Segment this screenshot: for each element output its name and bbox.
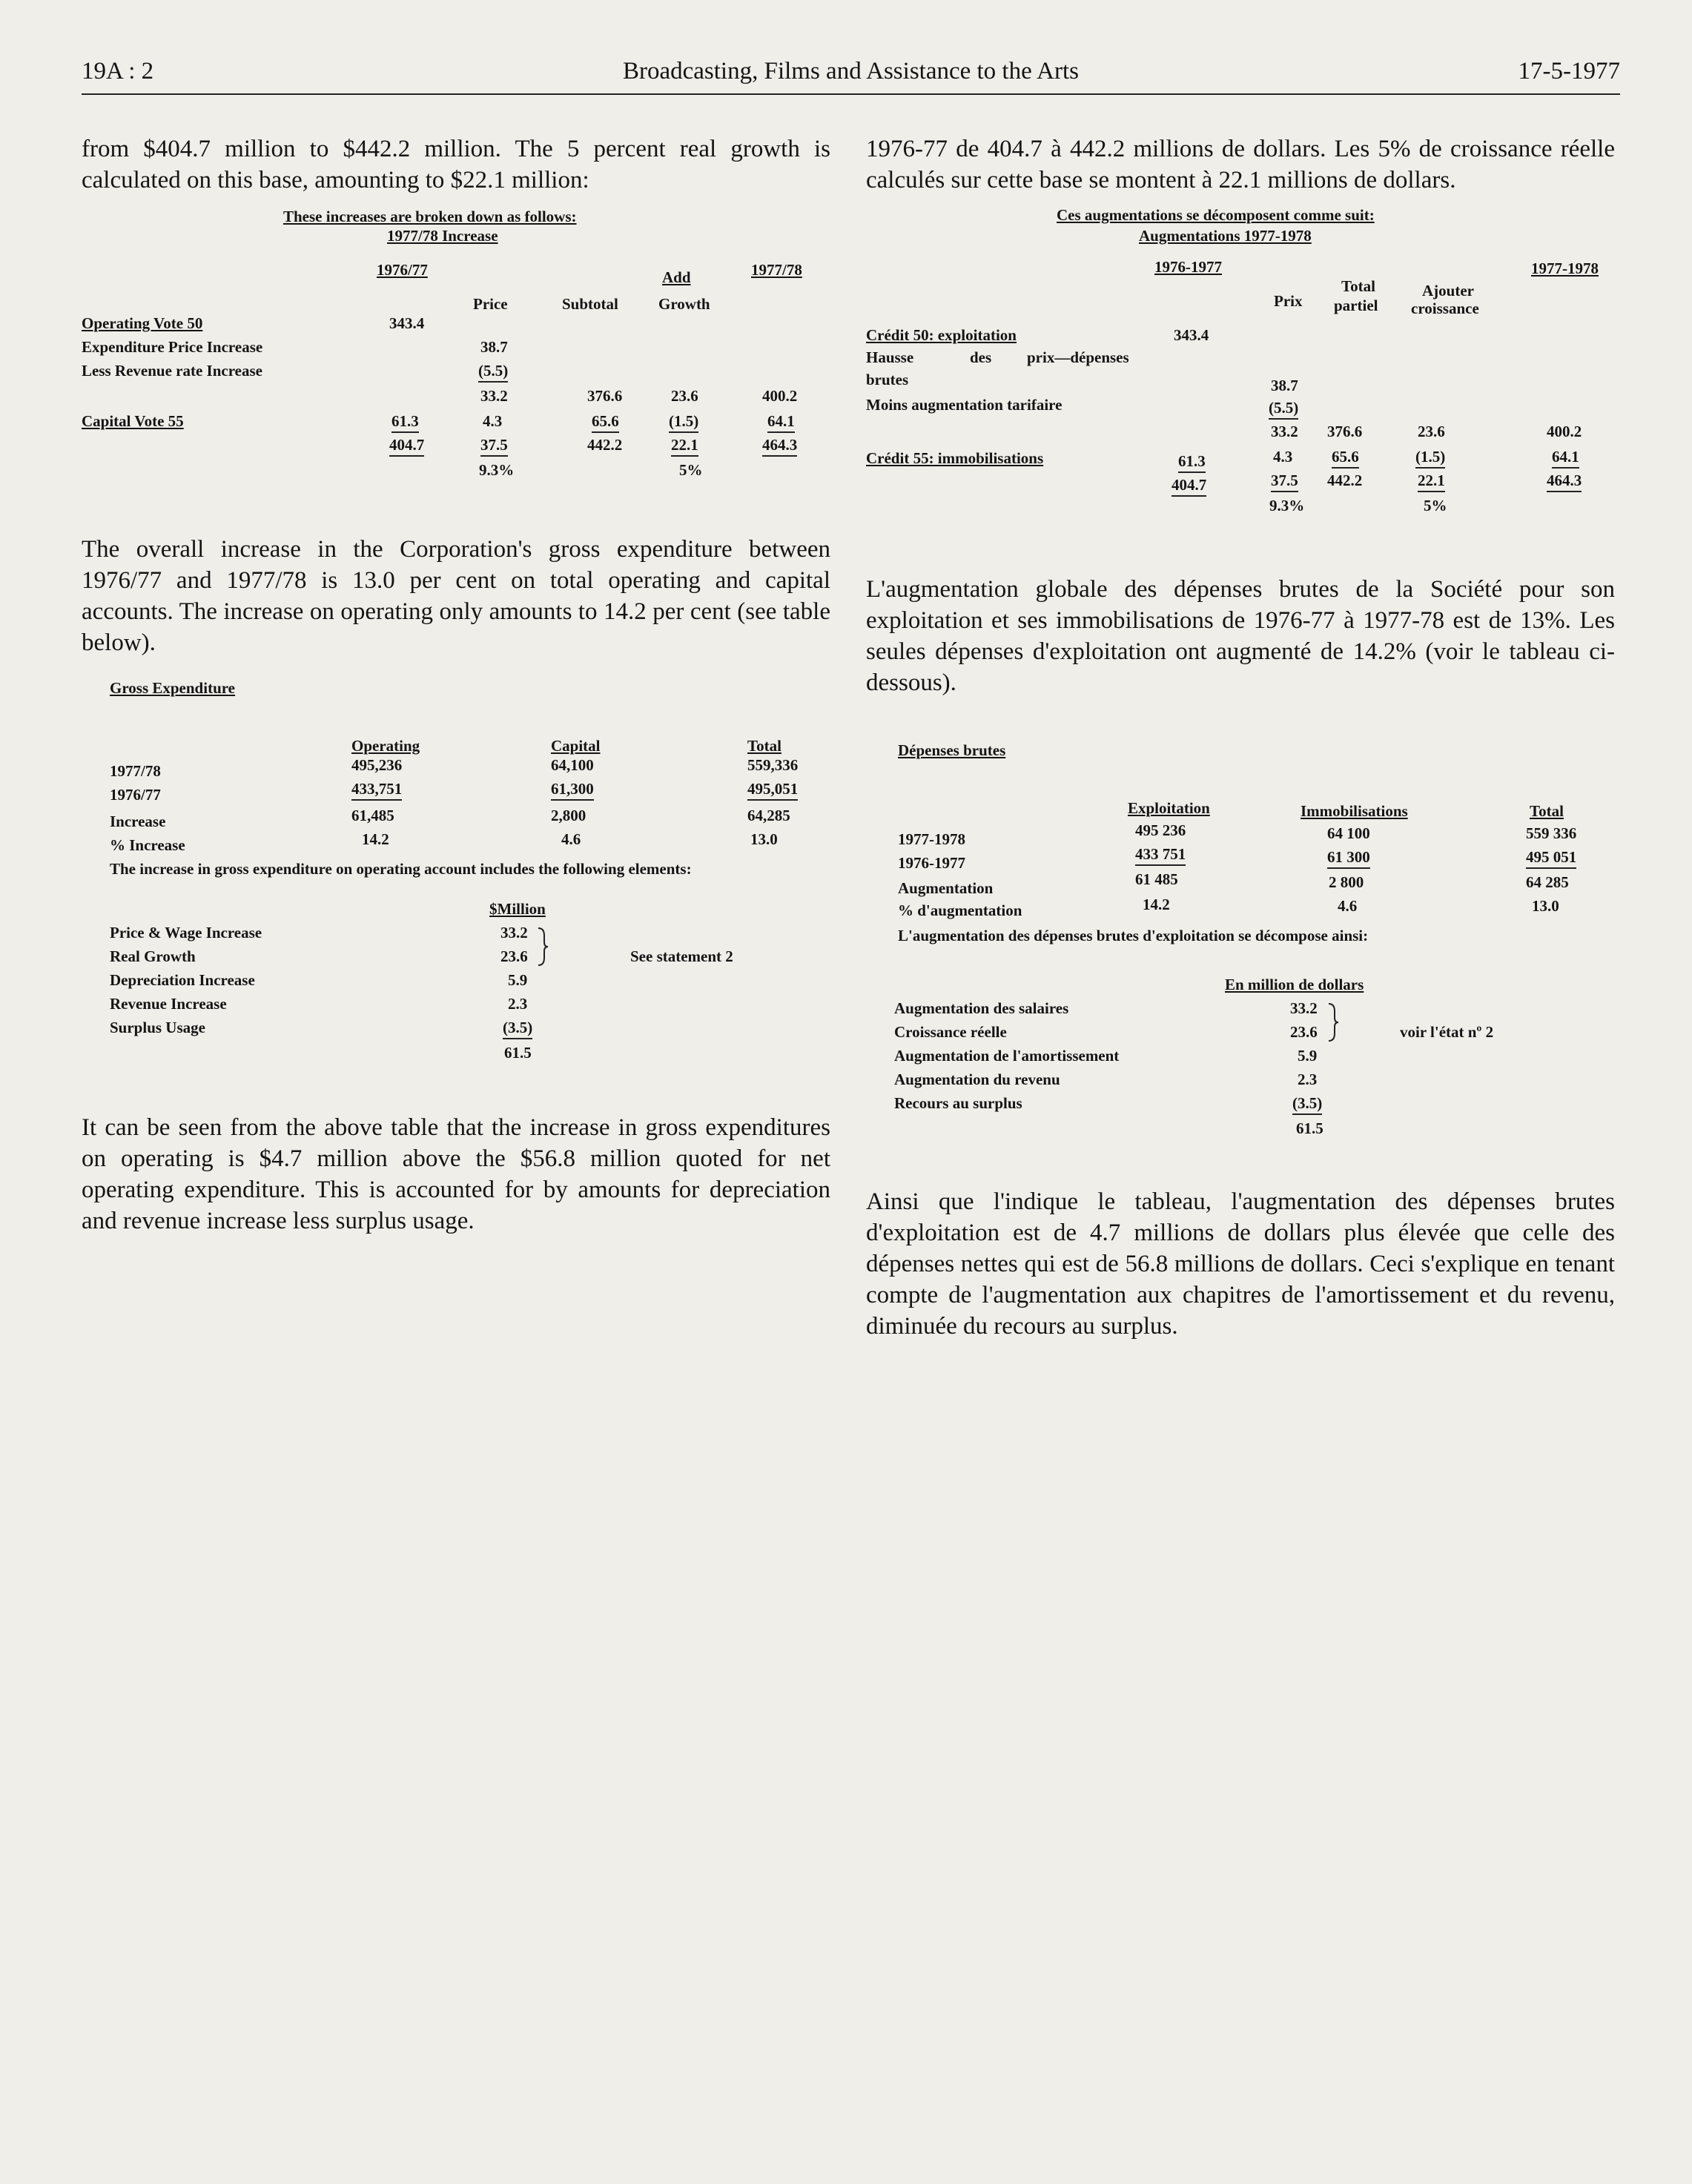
cell-value: 64 100 [1327, 824, 1370, 842]
running-title: Broadcasting, Films and Assistance to the Arts [622, 58, 1080, 85]
cell-value: 442.2 [587, 436, 623, 454]
row-label-capital: Capital Vote 55 [82, 412, 184, 430]
row-label-operating: Crédit 50: exploitation [866, 326, 1017, 344]
cell-value: 65.6 [592, 412, 619, 433]
row-label: % d'augmentation [898, 901, 1022, 919]
span-label: Augmentations 1977-1978 [1139, 227, 1312, 245]
cell-value: 61.3 [1178, 452, 1206, 473]
row-label: Augmentation [898, 879, 994, 897]
cell-value: 61 300 [1327, 848, 1370, 869]
table-caption: Ces augmentations se décomposent comme suit: [1057, 206, 1375, 224]
overall-increase-paragraph: L'augmentation globale des dépenses brutes de la Société pour son exploitation et ses immobilisations de 1976-77 à 1977-78 est de 13%. Les seules dépenses d'exploitation ont augmenté de 14.2% (voir le tableau ci-dessous). [866, 576, 1615, 696]
cell-value: 559 336 [1526, 824, 1577, 842]
cell-value: 61,485 [351, 807, 394, 824]
cell-value: 22.1 [671, 436, 698, 457]
row-label: Revenue Increase [110, 995, 227, 1013]
row-label: Increase [110, 813, 166, 830]
cell-value: 64.1 [1552, 448, 1579, 469]
row-label: Real Growth [110, 947, 196, 965]
col-header-growth-2: Growth [658, 295, 710, 313]
col-header-subtotal-1: Total [1341, 277, 1375, 295]
french-column [866, 133, 1615, 1342]
cell-value: 4.3 [1273, 448, 1293, 466]
cell-value: 9.3% [1269, 497, 1305, 514]
operating-elements-table [82, 900, 830, 1100]
brace-icon [1327, 1002, 1339, 1042]
cell-value: 64.1 [767, 412, 795, 433]
operating-elements-table [866, 976, 1615, 1176]
closing-paragraph: Ainsi que l'indique le tableau, l'augmentation des dépenses brutes d'exploitation est de 4.7 millions de dollars plus élevée que celle des dépenses nettes qui est de 56.8 millions de dollars. Ceci s'explique en tenant compte de l'augmentation aux chapitres de l'amortissement et du revenu, diminuée du recours au surplus. [866, 1188, 1615, 1340]
col-header-year2: 1977/78 [751, 261, 802, 279]
row-label: Augmentation du revenu [894, 1071, 1060, 1088]
cell-value: 2.3 [508, 995, 528, 1013]
row-label-price-increase: Expenditure Price Increase [82, 338, 263, 356]
row-label: Augmentation de l'amortissement [894, 1047, 1120, 1065]
cell-value: 495 236 [1135, 821, 1186, 839]
cell-value: 14.2 [362, 830, 389, 848]
cell-value: 33.2 [1271, 423, 1298, 440]
row-label-price-a: Hausse [866, 348, 914, 366]
row-label: Surplus Usage [110, 1019, 205, 1036]
col-header-growth-1: Add [662, 268, 691, 286]
cell-value: 404.7 [389, 436, 424, 457]
cell-value: 559,336 [747, 756, 799, 774]
cell-value: 5.9 [508, 971, 528, 989]
row-label: 1977/78 [110, 762, 161, 780]
cell-value: 23.6 [1290, 1023, 1318, 1041]
row-label: 1976/77 [110, 786, 161, 804]
cell-value: (1.5) [669, 412, 698, 433]
row-label-revenue-rate: Less Revenue rate Increase [82, 362, 262, 380]
cell-value: 464.3 [762, 436, 797, 457]
col-header-growth-2: croissance [1411, 300, 1479, 317]
cell-value: 38.7 [1271, 377, 1298, 394]
brace-note: voir l'état nº 2 [1400, 1023, 1494, 1041]
row-label: 1976-1977 [898, 854, 965, 872]
overall-increase-paragraph: The overall increase in the Corporation's gross expenditure between 1976/77 and 1977/78 is 13.0 per cent on total operating and capital accounts. The increase on operating only amounts to 14.2 per cent (see table below). [82, 536, 830, 656]
increase-breakdown-table [866, 206, 1615, 574]
col-header-subtotal: Subtotal [562, 295, 618, 313]
col-header-total: Total [1530, 802, 1564, 820]
col-header-million: $Million [489, 900, 546, 918]
cell-value: 495,236 [351, 756, 403, 774]
cell-value: 400.2 [762, 387, 798, 405]
col-header-operating: Operating [351, 737, 420, 755]
cell-value: 343.4 [1174, 326, 1209, 344]
page-header [82, 55, 1620, 95]
cell-value: 404.7 [1171, 476, 1206, 497]
table-note: L'augmentation des dépenses brutes d'exploitation se décompose ainsi: [898, 927, 1369, 944]
cell-value: 23.6 [500, 947, 528, 965]
cell-value: 14.2 [1143, 896, 1170, 913]
col-header-year1: 1976/77 [377, 261, 428, 279]
cell-value: 37.5 [1271, 471, 1298, 492]
cell-value: 64,285 [747, 807, 790, 824]
table-caption: These increases are broken down as follows: [283, 208, 577, 225]
cell-value: 9.3% [479, 461, 515, 479]
cell-value: 442.2 [1327, 471, 1363, 489]
row-label: Recours au surplus [894, 1094, 1022, 1112]
col-header-growth-1: Ajouter [1422, 282, 1474, 300]
cell-value: (3.5) [1292, 1094, 1322, 1115]
cell-value: 61.3 [391, 412, 419, 433]
cell-value: 33.2 [1290, 999, 1318, 1017]
row-label-revenue-rate: Moins augmentation tarifaire [866, 396, 1063, 414]
cell-value: 433,751 [351, 780, 402, 801]
cell-value: 23.6 [1418, 423, 1445, 440]
row-label-price-d: brutes [866, 371, 909, 388]
cell-value: 343.4 [389, 314, 425, 332]
col-header-capital: Capital [551, 737, 601, 755]
closing-paragraph: It can be seen from the above table that the increase in gross expenditures on operating is $4.7 million above the $56.8 million quoted for net operating expenditure. This is accounted for by amounts for depreciation and revenue increase less surplus usage. [82, 1114, 830, 1234]
row-label: Croissance réelle [894, 1023, 1007, 1041]
cell-value: 5% [679, 461, 703, 479]
cell-value: (5.5) [1269, 399, 1298, 420]
span-label: 1977/78 Increase [387, 227, 498, 245]
brace-icon [537, 927, 549, 967]
cell-value: (3.5) [503, 1019, 532, 1039]
col-header-subtotal-2: partiel [1334, 297, 1378, 314]
cell-value: 4.3 [483, 412, 503, 430]
cell-value: 61 485 [1135, 870, 1178, 888]
col-header-price: Prix [1274, 292, 1303, 310]
row-label-capital: Crédit 55: immobilisations [866, 449, 1044, 467]
col-header-total: Total [747, 737, 781, 755]
cell-value: 4.6 [561, 830, 581, 848]
brace-note: See statement 2 [630, 947, 733, 965]
col-header-million: En million de dollars [1225, 976, 1364, 993]
cell-value: 4.6 [1338, 897, 1358, 915]
cell-value: 22.1 [1418, 471, 1445, 492]
cell-value: 376.6 [1327, 423, 1363, 440]
row-label-operating: Operating Vote 50 [82, 314, 203, 332]
cell-value: 464.3 [1547, 471, 1582, 492]
row-label-price-b: des [970, 348, 992, 366]
table-caption: Dépenses brutes [898, 741, 1006, 759]
page-number: 19A : 2 [82, 58, 154, 85]
row-label: 1977-1978 [898, 830, 965, 848]
cell-value: 495 051 [1526, 848, 1576, 869]
english-column [82, 133, 830, 1237]
header-date: 17-5-1977 [1518, 58, 1620, 85]
cell-value: (5.5) [478, 362, 508, 383]
increase-breakdown-table [82, 208, 830, 534]
cell-value: 61.5 [1296, 1119, 1323, 1137]
gross-expenditure-table [82, 679, 830, 881]
cell-value: 61.5 [504, 1044, 532, 1062]
cell-value: 376.6 [587, 387, 623, 405]
row-label: Depreciation Increase [110, 971, 255, 989]
row-label: % Increase [110, 836, 185, 854]
cell-value: 2,800 [551, 807, 586, 824]
cell-value: (1.5) [1415, 448, 1445, 469]
cell-value: 2.3 [1298, 1071, 1318, 1088]
cell-value: 33.2 [480, 387, 508, 405]
cell-value: 5% [1424, 497, 1447, 514]
cell-value: 23.6 [671, 387, 698, 405]
cell-value: 2 800 [1329, 873, 1364, 891]
cell-value: 64 285 [1526, 873, 1569, 891]
cell-value: 61,300 [551, 780, 594, 801]
gross-expenditure-table [866, 741, 1615, 944]
table-note: The increase in gross expenditure on operating account includes the following elements: [110, 860, 692, 878]
col-header-operating: Exploitation [1128, 799, 1210, 817]
cell-value: 13.0 [1532, 897, 1559, 915]
cell-value: 65.6 [1332, 448, 1359, 469]
cell-value: 13.0 [750, 830, 778, 848]
col-header-price: Price [473, 295, 508, 313]
cell-value: 400.2 [1547, 423, 1582, 440]
cell-value: 5.9 [1298, 1047, 1318, 1065]
cell-value: 38.7 [480, 338, 508, 356]
row-label-price-c: prix—dépenses [1027, 348, 1129, 366]
cell-value: 64,100 [551, 756, 594, 774]
cell-value: 495,051 [747, 780, 798, 801]
row-label: Augmentation des salaires [894, 999, 1069, 1017]
row-label: Price & Wage Increase [110, 924, 262, 942]
cell-value: 33.2 [500, 924, 528, 942]
cell-value: 433 751 [1135, 845, 1186, 866]
table-caption: Gross Expenditure [110, 679, 236, 697]
intro-paragraph: 1976-77 de 404.7 à 442.2 millions de dollars. Les 5% de croissance réelle calculés sur cette base se montent à 22.1 millions de dollars. [866, 136, 1615, 193]
col-header-capital: Immobilisations [1301, 802, 1408, 820]
cell-value: 37.5 [480, 436, 508, 457]
col-header-year2: 1977-1978 [1531, 259, 1599, 277]
col-header-year1: 1976-1977 [1154, 258, 1222, 276]
intro-paragraph: from $404.7 million to $442.2 million. The 5 percent real growth is calculated on this base, amounting to $22.1 million: [82, 136, 830, 193]
